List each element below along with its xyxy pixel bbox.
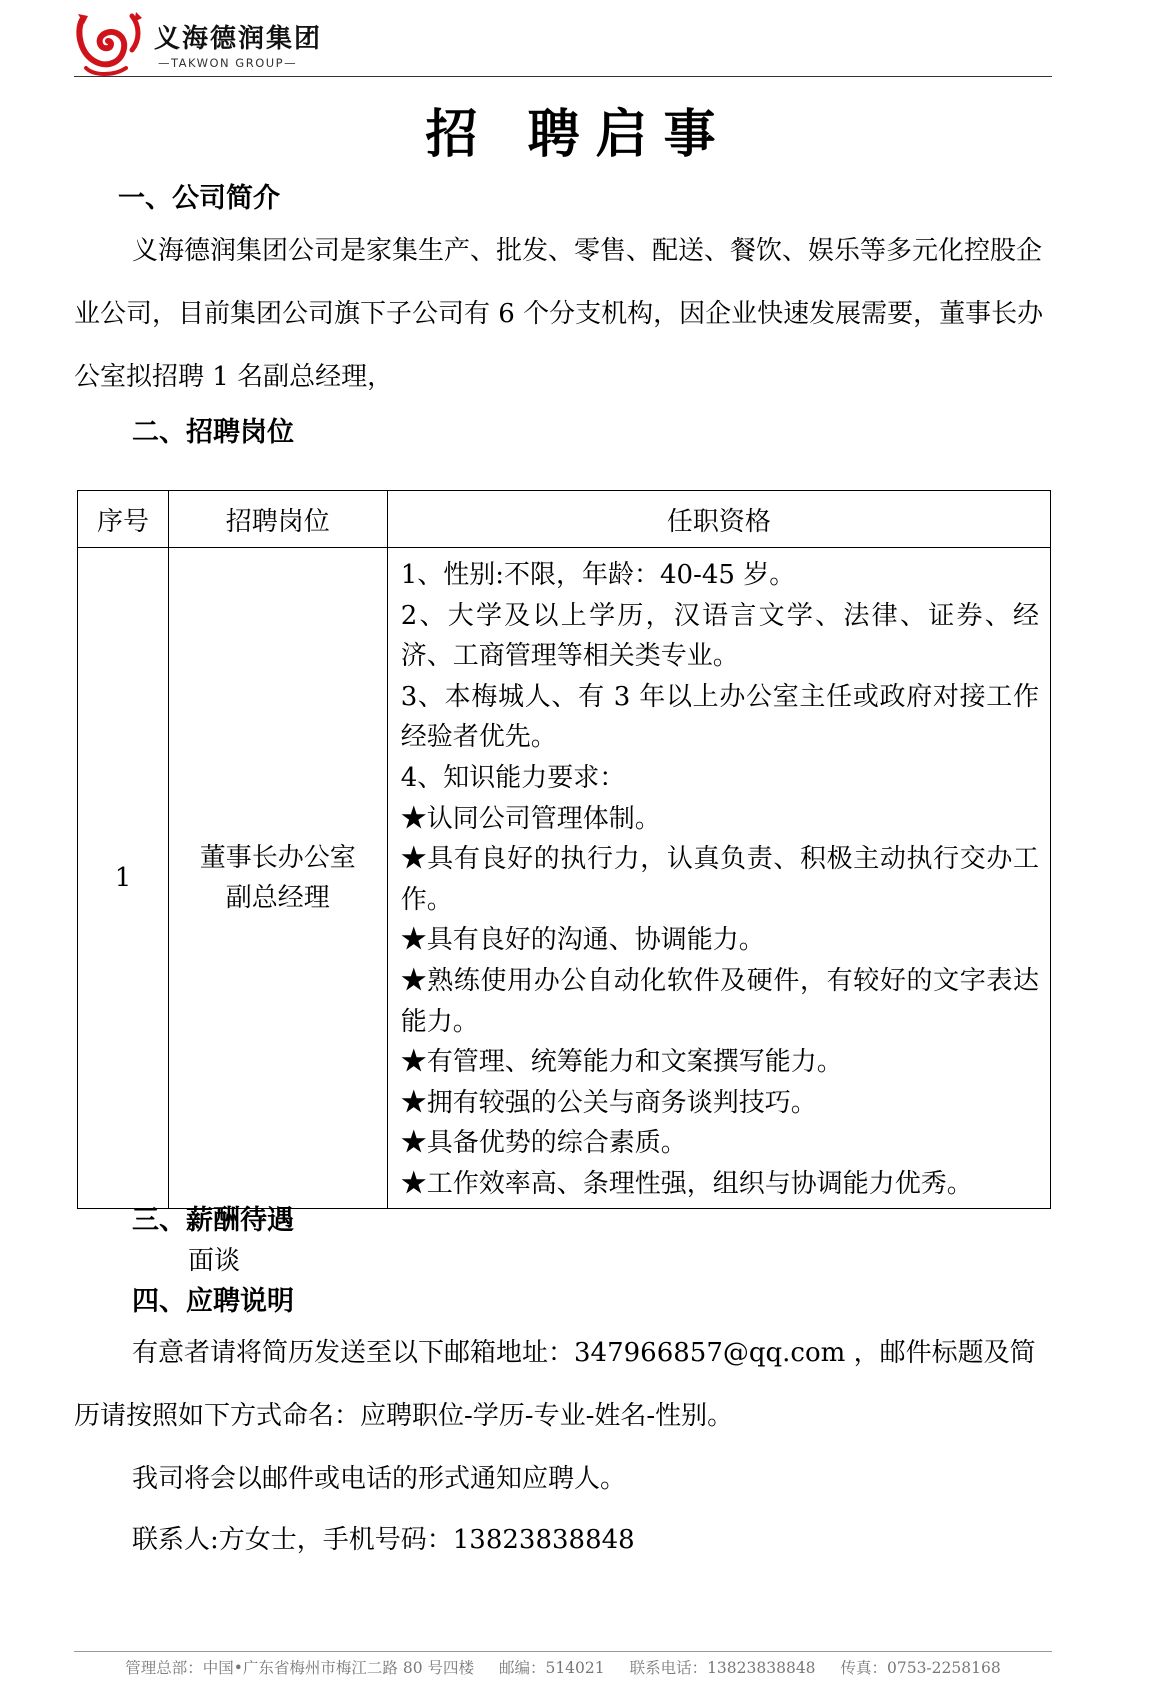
intro-paragraph: 义海德润集团公司是家集生产、批发、零售、配送、餐饮、娱乐等多元化控股企业公司，目前集团公司旗下子公司有 6 个分支机构，因企业快速发展需要，董事长办公室拟招聘 1 名副总经理， xyxy=(74,236,1044,392)
row-index: 1 xyxy=(78,548,169,1209)
contact-text: 联系人:方女士，手机号码：13823838848 xyxy=(132,1525,635,1555)
requirements-list xyxy=(389,549,1049,1207)
row-position xyxy=(168,548,387,1209)
requirement-item: ★有管理、统筹能力和文案撰写能力。 xyxy=(400,1047,843,1078)
header-position: 招聘岗位 xyxy=(168,491,387,548)
salary-value: 面谈 xyxy=(188,1246,241,1276)
footer-address: 管理总部：中国•广东省梅州市梅江二路 80 号四楼 xyxy=(125,1659,475,1677)
requirement-item: 2、大学及以上学历，汉语言文学、法律、证券、经济、工商管理等相关类专业。 xyxy=(400,600,1039,672)
table-row xyxy=(78,548,1051,1209)
requirement-item: ★熟练使用办公自动化软件及硬件，有较好的文字表达能力。 xyxy=(400,965,1039,1037)
section-heading-intro: 一、公司简介 xyxy=(118,183,280,214)
footer-phone: 联系电话：13823838848 xyxy=(629,1659,816,1677)
requirement-item: ★具有良好的沟通、协调能力。 xyxy=(400,925,765,956)
notify-text: 我司将会以邮件或电话的形式通知应聘人。 xyxy=(132,1464,627,1494)
table-header-row xyxy=(78,491,1051,548)
section-heading-positions: 二、招聘岗位 xyxy=(132,417,294,448)
requirement-item: ★具备优势的综合素质。 xyxy=(400,1128,687,1159)
requirement-item: 3、本梅城人、有 3 年以上办公室主任或政府对接工作经验者优先。 xyxy=(400,681,1039,753)
header-qualifications: 任职资格 xyxy=(387,491,1050,548)
requirement-item: 1、性别:不限，年龄：40-45 岁。 xyxy=(400,560,796,590)
requirement-item: 4、知识能力要求： xyxy=(400,762,626,793)
header-index: 序号 xyxy=(78,491,169,548)
swirl-logo-icon xyxy=(74,10,146,76)
footer xyxy=(74,1651,1052,1678)
requirement-item: ★工作效率高、条理性强，组织与协调能力优秀。 xyxy=(400,1168,973,1199)
apply-paragraph: 有意者请将简历发送至以下邮箱地址：347966857@qq.com ，邮件标题及简历请按照如下方式命名：应聘职位-学历-专业-姓名-性别。 xyxy=(74,1338,1036,1431)
row-requirements xyxy=(387,548,1050,1209)
positions-table xyxy=(77,490,1051,1209)
letterhead xyxy=(74,10,1052,77)
footer-postcode: 邮编：514021 xyxy=(498,1659,605,1677)
section-heading-salary: 三、薪酬待遇 xyxy=(132,1205,294,1236)
requirement-item: ★认同公司管理体制。 xyxy=(400,803,661,834)
brand-name-cn: 义海德润集团 xyxy=(154,24,323,54)
footer-fax: 传真：0753-2258168 xyxy=(840,1659,1001,1677)
requirement-item: ★拥有较强的公关与商务谈判技巧。 xyxy=(400,1087,817,1118)
position-line-1: 董事长办公室 xyxy=(199,842,356,873)
section-heading-apply: 四、应聘说明 xyxy=(132,1286,294,1317)
requirement-item: ★具有良好的执行力，认真负责、积极主动执行交办工作。 xyxy=(400,844,1039,915)
brand-name-en: —TAKWON GROUP— xyxy=(158,56,298,70)
position-line-2: 副总经理 xyxy=(225,882,330,913)
page-title: 招 聘启事 xyxy=(425,105,732,165)
